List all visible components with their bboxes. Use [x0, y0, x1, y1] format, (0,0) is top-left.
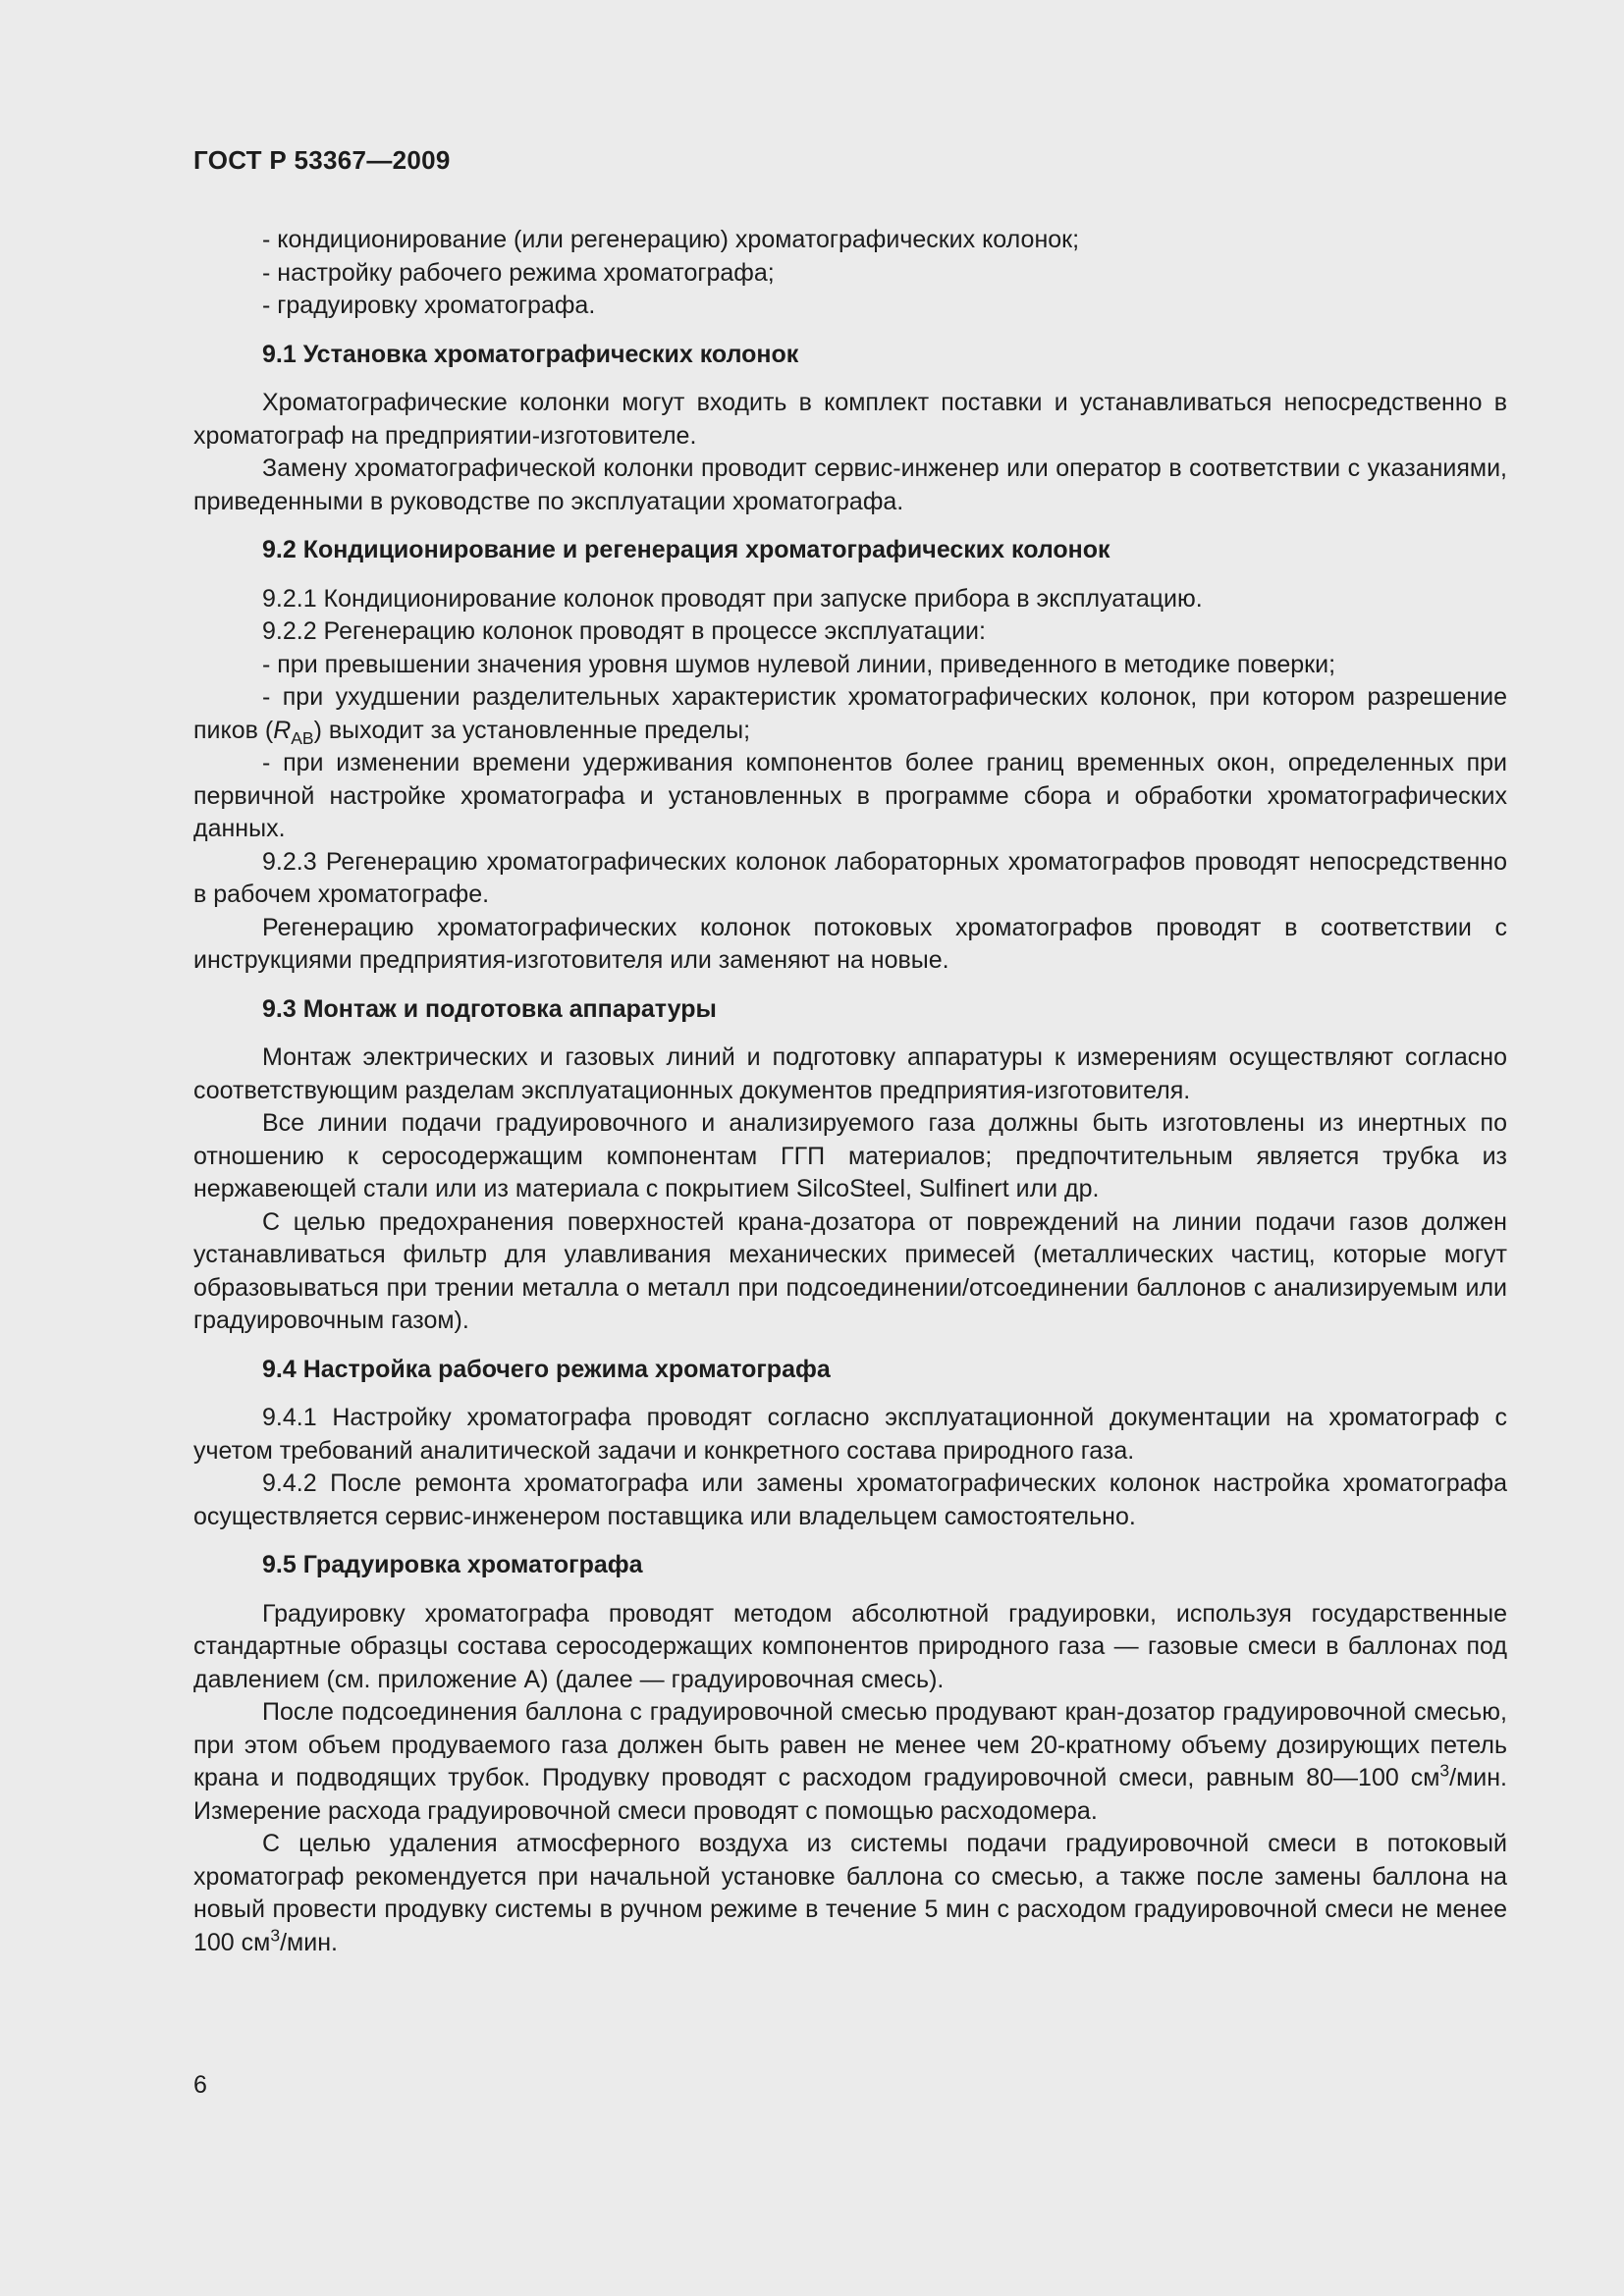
- paragraph: [193, 1696, 1507, 1828]
- text-segment: После подсоединения баллона с градуировочной смесью продувают кран-дозатор градуировочной смесью, при этом объем продуваемого газа должен быть равен не менее чем 20-кратному объему дозирующих петель крана и подводящих трубок. Продувку проводят с расходом градуировочной смеси, равным 80—100 см: [193, 1698, 1507, 1791]
- paragraph: Замену хроматографической колонки проводит сервис-инженер или оператор в соответствии с указаниями, приведенными в руководстве по эксплуатации хроматографа.: [193, 454, 1507, 515]
- text-segment: С целью удаления атмосферного воздуха из системы подачи градуировочной смеси в потоковый хроматограф рекомендуется при начальной установке баллона со смесью, а также после замены баллона на новый провести продувку системы в ручном режиме в течение 5 мин с расходом градуировочной смеси не менее 100 см: [193, 1830, 1507, 1956]
- paragraph: 9.4.1 Настройку хроматографа проводят согласно эксплуатационной документации на хроматограф с учетом требований аналитической задачи и конкретного состава природного газа.: [193, 1404, 1507, 1465]
- list-item: - градуировку хроматографа.: [262, 292, 596, 319]
- paragraph: - при превышении значения уровня шумов нулевой линии, приведенного в методике поверки;: [262, 650, 1336, 678]
- paragraph: Регенерацию хроматографических колонок потоковых хроматографов проводят в соответствии с инструкциями предприятия-изготовителя или заменяют на новые.: [193, 913, 1507, 974]
- paragraph: - при изменении времени удерживания компонентов более границ временных окон, определенных при первичной настройке хроматографа и установленных в программе сбора и обработки хроматографических данных.: [193, 749, 1507, 842]
- text-segment: ) выходит за установленные пределы;: [313, 716, 751, 744]
- section-heading-9-4: 9.4 Настройка рабочего режима хроматографа: [262, 1355, 831, 1383]
- paragraph: Градуировку хроматографа проводят методом абсолютной градуировки, используя государственные стандартные образцы состава серосодержащих компонентов природного газа — газовые смеси в баллонах под давлением (см. приложение А) (далее — градуировочная смесь).: [193, 1599, 1507, 1693]
- superscript: 3: [270, 1925, 281, 1946]
- text-segment: /мин. Измерение расхода градуировочной смеси проводят с помощью расходомера.: [193, 1764, 1507, 1825]
- paragraph: 9.4.2 После ремонта хроматографа или замены хроматографических колонок настройка хроматографа осуществляется сервис-инженером поставщика или владельцем самостоятельно.: [193, 1469, 1507, 1530]
- page-number: 6: [193, 2071, 207, 2099]
- paragraph: Хроматографические колонки могут входить в комплект поставки и устанавливаться непосредственно в хроматограф на предприятии-изготовителе.: [193, 389, 1507, 450]
- list-item: - кондиционирование (или регенерацию) хроматографических колонок;: [262, 226, 1080, 253]
- section-heading-9-5: 9.5 Градуировка хроматографа: [262, 1551, 643, 1578]
- list-item: - настройку рабочего режима хроматографа;: [262, 258, 775, 287]
- section-heading-9-3: 9.3 Монтаж и подготовка аппаратуры: [262, 994, 717, 1023]
- section-heading-9-1: 9.1 Установка хроматографических колонок: [262, 340, 799, 368]
- paragraph: Монтаж электрических и газовых линий и подготовку аппаратуры к измерениям осуществляют согласно соответствующим разделам эксплуатационных документов предприятия-изготовителя.: [193, 1043, 1507, 1104]
- paragraph: 9.2.1 Кондиционирование колонок проводят при запуске прибора в эксплуатацию.: [262, 584, 1203, 613]
- variable-symbol: R: [273, 716, 292, 744]
- document-header: ГОСТ Р 53367—2009: [193, 145, 451, 175]
- superscript: 3: [1439, 1760, 1450, 1781]
- document-body: [193, 224, 1507, 1959]
- text-segment: - при ухудшении разделительных характеристик хроматографических колонок, при котором разрешение пиков (: [193, 683, 1507, 744]
- text-segment: /мин.: [280, 1928, 338, 1956]
- paragraph: 9.2.3 Регенерацию хроматографических колонок лабораторных хроматографов проводят непосредственно в рабочем хроматографе.: [193, 847, 1507, 908]
- paragraph: С целью предохранения поверхностей крана-дозатора от повреждений на линии подачи газов должен устанавливаться фильтр для улавливания механических примесей (металлических частиц, которые могут образовываться при трении металла о металл при подсоединении/отсоединении баллонов с анализируемым или градуировочным газом).: [193, 1207, 1507, 1334]
- paragraph: 9.2.2 Регенерацию колонок проводят в процессе эксплуатации:: [262, 617, 986, 645]
- paragraph: [193, 1828, 1507, 1959]
- subscript: AB: [291, 727, 314, 748]
- section-heading-9-2: 9.2 Кондиционирование и регенерация хроматографических колонок: [262, 536, 1110, 563]
- paragraph: [193, 681, 1507, 747]
- paragraph: Все линии подачи градуировочного и анализируемого газа должны быть изготовлены из инертных по отношению к серосодержащим компонентам ГГП материалов; предпочтительным является трубка из нержавеющей стали или из материала с покрытием SilcoSteel, Sulfinert или др.: [193, 1109, 1507, 1202]
